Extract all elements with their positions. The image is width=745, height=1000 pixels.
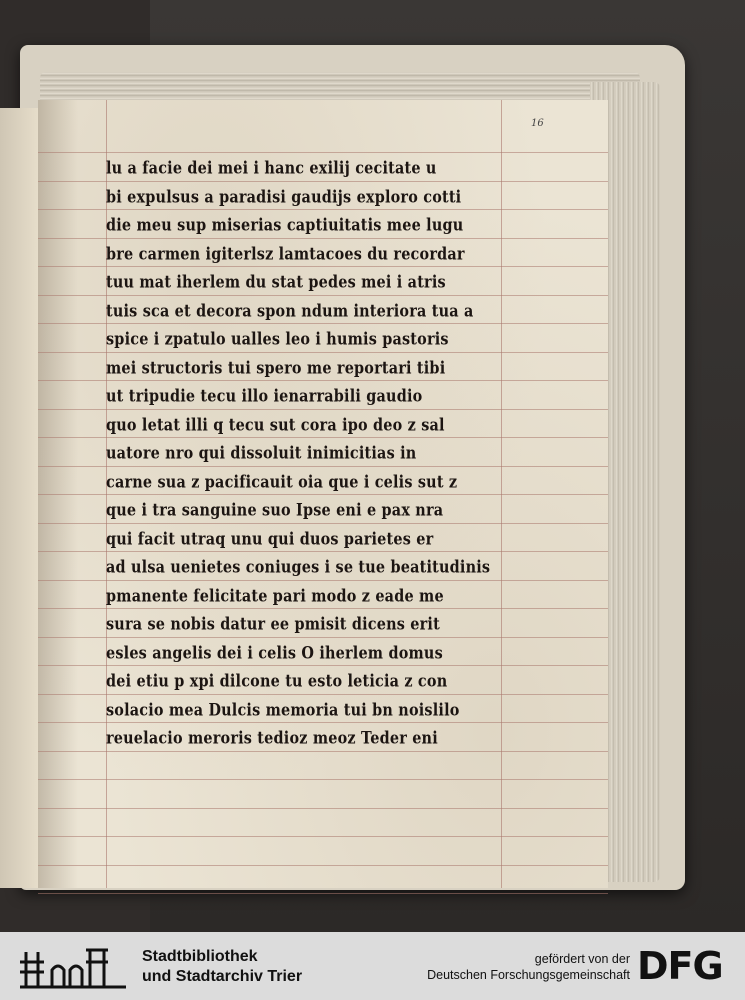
footer-bar bbox=[0, 932, 745, 1000]
manuscript-text bbox=[106, 155, 511, 754]
manuscript-line: carne sua z pacificauit oia que i celis sut z bbox=[106, 472, 458, 492]
manuscript-line: pmanente felicitate pari modo z eade me bbox=[106, 586, 444, 606]
manuscript-line: sura se nobis datur ee pmisit dicens erit bbox=[106, 614, 440, 635]
stadtbibliothek-logo-icon bbox=[18, 942, 130, 990]
manuscript-line: que i tra sanguine suo Ipse eni e pax nra bbox=[106, 500, 444, 521]
dfg-logo: DFG bbox=[637, 944, 723, 988]
manuscript-line: dei etiu p xpi dilcone tu esto leticia z con bbox=[106, 671, 448, 692]
library-name-line2: und Stadtarchiv Trier bbox=[142, 968, 303, 985]
manuscript-page bbox=[38, 100, 608, 888]
manuscript-line: reuelacio meroris tedioz meoz Teder eni bbox=[106, 728, 438, 749]
ruled-line bbox=[38, 808, 608, 809]
page-edges-top bbox=[40, 72, 640, 102]
manuscript-line: quo letat illi q tecu sut cora ipo deo z sal bbox=[106, 415, 445, 435]
ruled-line bbox=[38, 836, 608, 837]
manuscript-line: tuis sca et decora spon ndum interiora tua a bbox=[106, 301, 474, 321]
funding-note-line1: gefördert von der bbox=[534, 952, 630, 966]
manuscript-line: qui facit utraq unu qui duos parietes er bbox=[106, 529, 434, 549]
manuscript-line: mei structoris tui spero me reportari tibi bbox=[106, 358, 446, 378]
manuscript-line: spice i zpatulo ualles leo i humis pastoris bbox=[106, 329, 449, 350]
manuscript-line: ut tripudie tecu illo ienarrabili gaudio bbox=[106, 386, 423, 407]
manuscript-line: uatore nro qui dissoluit inimicitias in bbox=[106, 443, 417, 464]
manuscript-line: die meu sup miserias captiuitatis mee lugu bbox=[106, 215, 464, 236]
manuscript-line: esles angelis dei i celis O iherlem domus bbox=[106, 643, 443, 663]
manuscript-line: bre carmen igiterlsz lamtacoes du recordar bbox=[106, 244, 465, 264]
manuscript-line: lu a facie dei mei i hanc exilij cecitate u bbox=[106, 158, 437, 179]
library-name-line1: Stadtbibliothek bbox=[142, 948, 258, 965]
ruled-line bbox=[38, 779, 608, 780]
funding-note-line2: Deutschen Forschungsgemeinschaft bbox=[427, 968, 630, 982]
folio-number: 16 bbox=[531, 118, 544, 129]
library-name bbox=[142, 947, 302, 987]
left-page bbox=[0, 108, 40, 888]
funding-note bbox=[427, 951, 630, 983]
manuscript-line: bi expulsus a paradisi gaudijs exploro cotti bbox=[106, 187, 462, 207]
ruled-line bbox=[38, 893, 608, 894]
ruled-line bbox=[38, 865, 608, 866]
manuscript-line: solacio mea Dulcis memoria tui bn noislilo bbox=[106, 700, 460, 720]
manuscript-line: tuu mat iherlem du stat pedes mei i atris bbox=[106, 272, 446, 293]
manuscript-line: ad ulsa uenietes coniuges i se tue beatitudinis bbox=[106, 557, 491, 578]
